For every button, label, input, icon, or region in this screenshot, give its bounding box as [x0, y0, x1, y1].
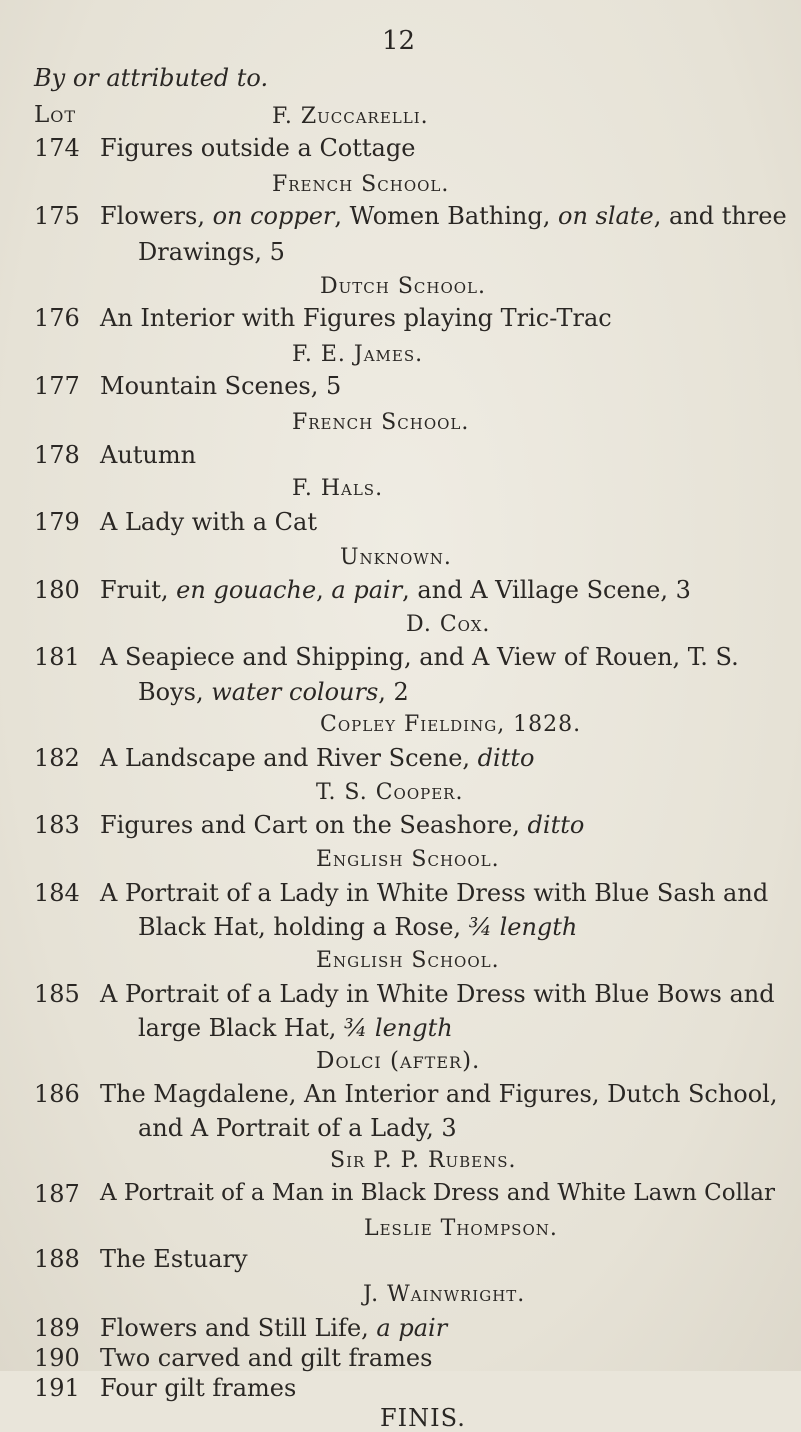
- lot-description-cont: Drawings, 5: [138, 238, 285, 266]
- artist-name: English School.: [316, 948, 500, 973]
- lot-description: Flowers, on copper, Women Bathing, on slate, and three: [100, 202, 787, 230]
- artist-name: English School.: [316, 847, 500, 872]
- lot-number: 190: [34, 1344, 80, 1372]
- lot-description: An Interior with Figures playing Tric-Trac: [100, 304, 612, 332]
- lot-number: 188: [34, 1245, 80, 1273]
- lot-number: 181: [34, 643, 80, 671]
- lot-number: 176: [34, 304, 80, 332]
- lot-number: 182: [34, 744, 80, 772]
- lot-description: Flowers and Still Life, a pair: [100, 1314, 448, 1342]
- artist-name: Sir P. P. Rubens.: [330, 1148, 517, 1173]
- page-number: 12: [382, 26, 416, 56]
- lot-number: 180: [34, 576, 80, 604]
- artist-name: French School.: [272, 172, 450, 197]
- lot-number: 174: [34, 134, 80, 162]
- lot-description: A Lady with a Cat: [100, 508, 317, 536]
- lot-number: 177: [34, 372, 80, 400]
- lot-description: The Estuary: [100, 1245, 248, 1273]
- lot-description: Figures outside a Cottage: [100, 134, 416, 162]
- artist-name: D. Cox.: [406, 612, 491, 637]
- lot-description: Fruit, en gouache, a pair, and A Village Scene, 3: [100, 576, 691, 604]
- lot-number: 178: [34, 441, 80, 469]
- lot-number: 184: [34, 879, 80, 907]
- lot-number: 185: [34, 980, 80, 1008]
- lot-number: 189: [34, 1314, 80, 1342]
- lot-description: A Portrait of a Lady in White Dress with Blue Sash and: [100, 879, 769, 907]
- lot-description: A Portrait of a Lady in White Dress with Blue Bows and: [100, 980, 775, 1008]
- lot-description: Two carved and gilt frames: [100, 1344, 433, 1372]
- lot-description-cont: large Black Hat, ¾ length: [138, 1014, 453, 1042]
- lot-column-label: Lot: [34, 102, 77, 128]
- artist-name: Dutch School.: [320, 274, 487, 299]
- lot-number: 191: [34, 1374, 80, 1402]
- artist-name: Copley Fielding, 1828.: [320, 712, 582, 737]
- lot-description: Mountain Scenes, 5: [100, 372, 342, 400]
- artist-name: F. Zuccarelli.: [272, 104, 429, 129]
- lot-number: 186: [34, 1080, 80, 1108]
- artist-name: French School.: [292, 410, 470, 435]
- lot-number: 175: [34, 202, 80, 230]
- section-heading: By or attributed to.: [34, 64, 269, 92]
- artist-name: F. Hals.: [292, 476, 384, 501]
- artist-name: F. E. James.: [292, 342, 424, 367]
- lot-description: A Portrait of a Man in Black Dress and White Lawn Collar: [100, 1180, 775, 1206]
- lot-description: Four gilt frames: [100, 1374, 297, 1402]
- lot-description: Figures and Cart on the Seashore, ditto: [100, 811, 585, 839]
- lot-number: 179: [34, 508, 80, 536]
- artist-name: Dolci (after).: [316, 1048, 481, 1074]
- lot-description-cont: Black Hat, holding a Rose, ¾ length: [138, 913, 578, 941]
- lot-description: A Seapiece and Shipping, and A View of Rouen, T. S.: [100, 643, 739, 671]
- artist-name: T. S. Cooper.: [316, 780, 464, 805]
- lot-description: The Magdalene, An Interior and Figures, Dutch School,: [100, 1080, 778, 1108]
- lot-description: A Landscape and River Scene, ditto: [100, 744, 535, 772]
- lot-description-cont: Boys, water colours, 2: [138, 678, 409, 706]
- lot-description-cont: and A Portrait of a Lady, 3: [138, 1114, 457, 1142]
- lot-description: Autumn: [100, 441, 197, 469]
- lot-number: 187: [34, 1180, 80, 1208]
- lot-number: 183: [34, 811, 80, 839]
- artist-name: J. Wainwright.: [363, 1282, 526, 1307]
- artist-name: Unknown.: [340, 545, 452, 570]
- finis-text: FINIS.: [380, 1404, 466, 1432]
- artist-name: Leslie Thompson.: [364, 1216, 558, 1241]
